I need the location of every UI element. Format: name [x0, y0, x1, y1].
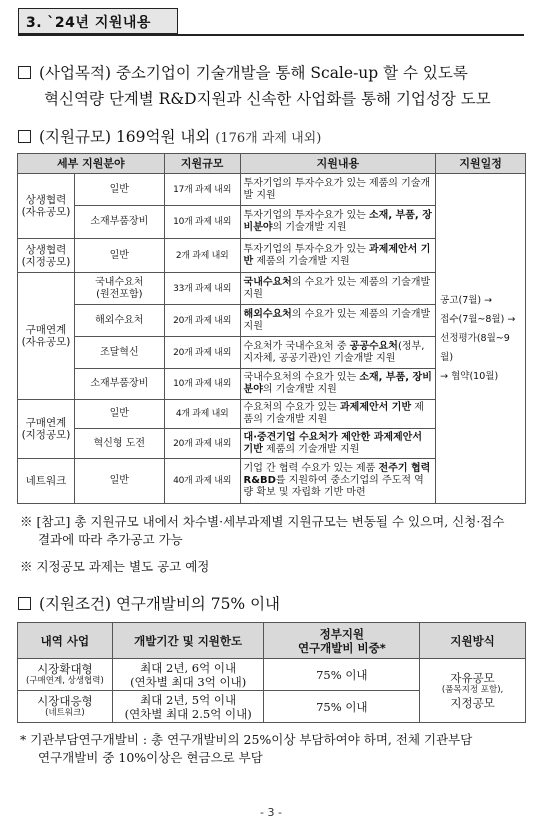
header-schedule: 지원일정: [436, 154, 526, 174]
conditions-label: (지원조건): [39, 595, 111, 613]
header-scale: 지원규모: [164, 154, 240, 174]
subfield-cell: 조달혁신: [74, 337, 164, 369]
scale-cell: 17개 과제 내외: [164, 174, 240, 206]
checkbox-bullet-icon: [18, 66, 31, 79]
content-cell: 투자기업의 투자수요가 있는 과제제안서 기반 제품의 기술개발 지원: [240, 239, 436, 273]
subfield-cell: 소재부품장비: [74, 206, 164, 239]
content-cell: 투자기업의 투자수요가 있는 소재, 부품, 장비분야의 기술개발 지원: [240, 206, 436, 239]
header-ratio: 정부지원 연구개발비 비중*: [264, 623, 420, 659]
scale-cell: 10개 과제 내외: [164, 206, 240, 239]
scale-cell: 2개 과제 내외: [164, 239, 240, 273]
page-number: - 3 -: [260, 806, 282, 819]
scale-cell: 40개 과제 내외: [164, 459, 240, 504]
program-cell: 시장대응형 (네트워크): [18, 691, 113, 723]
category-cell: 구매연계 (지정공모): [18, 400, 75, 459]
scale-line: [18, 124, 321, 152]
scale-label: (지원규모): [39, 128, 111, 146]
schedule-cell: [436, 174, 526, 504]
subfield-cell: 소재부품장비: [74, 369, 164, 400]
program-cell: 시장확대형 (구매연계, 상생협력): [18, 659, 113, 691]
content-cell: 기업 간 협력 수요가 있는 제품 전주기 협력 R&BD를 지원하여 중소기업의 주도적 역량 확보 및 자립화 기반 마련: [240, 459, 436, 504]
footnote-line1: * 기관부담연구개발비 : 총 연구개발비의 25%이상 부담하여야 하며, 전체 기관부담: [20, 732, 473, 747]
table-header-row: [18, 154, 526, 174]
note-designated: ※ 지정공모 과제는 별도 공고 예정: [20, 559, 210, 574]
header-method: 지원방식: [420, 623, 526, 659]
section-header: [18, 8, 178, 34]
schedule-step: → 협약(10월): [440, 371, 499, 382]
schedule-step: 선정평가(8월~9월): [440, 333, 510, 363]
table-header-row: [18, 623, 526, 659]
subfield-cell: 국내수요처 (원전포함): [74, 273, 164, 305]
ratio-cell: 75% 이내: [264, 691, 420, 723]
method-cell: 자유공모 (품목지정 포함), 지정공모: [420, 659, 526, 723]
footnote-line2: 연구개발비 중 10%이상은 현금으로 부담: [38, 750, 263, 765]
subfield-cell: 일반: [74, 239, 164, 273]
purpose-line2: 혁신역량 단계별 R&D지원과 신속한 사업화를 통해 기업성장 도모: [44, 90, 491, 108]
conditions-line: [18, 591, 280, 617]
scale-cell: 33개 과제 내외: [164, 273, 240, 305]
category-cell: 네트워크: [18, 459, 75, 504]
content-cell: 수요처의 수요가 있는 과제제안서 기반 제품의 기술개발 지원: [240, 400, 436, 429]
section-rule: [18, 34, 524, 36]
support-scale-table: [17, 153, 526, 504]
header-program: 내역 사업: [18, 623, 113, 659]
subfield-cell: 일반: [74, 174, 164, 206]
checkbox-bullet-icon: [18, 597, 31, 610]
header-field: 세부 지원분야: [18, 154, 165, 174]
purpose-line: [18, 60, 468, 86]
ratio-cell: 75% 이내: [264, 659, 420, 691]
category-cell: 상생협력 (지정공모): [18, 239, 75, 273]
conditions-table: [17, 622, 526, 723]
content-cell: 국내수요처의 수요가 있는 소재, 부품, 장비분야의 기술개발 지원: [240, 369, 436, 400]
table-row: [18, 659, 526, 691]
table-row: [18, 174, 526, 206]
header-content: 지원내용: [240, 154, 436, 174]
scale-cell: 10개 과제 내외: [164, 369, 240, 400]
schedule-step: 접수(7월~8월) →: [440, 314, 516, 325]
content-cell: 대·중견기업 수요처가 제안한 과제제안서 기반 제품의 기술개발 지원: [240, 429, 436, 459]
scale-cell: 20개 과제 내외: [164, 305, 240, 337]
scale-amount: 169억원 내외: [115, 128, 211, 146]
scale-cell: 20개 과제 내외: [164, 337, 240, 369]
purpose-text: 중소기업이 기술개발을 통해 Scale-up 할 수 있도록: [115, 64, 468, 82]
conditions-text: 연구개발비의 75% 이내: [115, 595, 281, 613]
period-cell: 최대 2년, 5억 이내 (연차별 최대 2.5억 이내): [112, 691, 264, 723]
scale-cell: 20개 과제 내외: [164, 429, 240, 459]
section-title: 3. `24년 지원내용: [26, 15, 151, 31]
checkbox-bullet-icon: [18, 130, 31, 143]
schedule-step: 공고(7월) →: [440, 295, 493, 306]
scale-detail: (176개 과제 내외): [215, 131, 322, 146]
content-cell: 수요처가 국내수요처 중 공공수요처(정부, 지자체, 공공기관)인 기술개발 지원: [240, 337, 436, 369]
note-reference: ※ [참고] 총 지원규모 내에서 차수별·세부과제별 지원규모는 변동될 수 있으며, 신청·접수: [20, 514, 505, 529]
subfield-cell: 일반: [74, 400, 164, 429]
subfield-cell: 일반: [74, 459, 164, 504]
content-cell: 해외수요처의 수요가 있는 제품의 기술개발 지원: [240, 305, 436, 337]
header-period: 개발기간 및 지원한도: [112, 623, 264, 659]
category-cell: 구매연계 (자유공모): [18, 273, 75, 400]
subfield-cell: 해외수요처: [74, 305, 164, 337]
scale-cell: 4개 과제 내외: [164, 400, 240, 429]
period-cell: 최대 2년, 6억 이내 (연차별 최대 3억 이내): [112, 659, 264, 691]
category-cell: 상생협력 (자유공모): [18, 174, 75, 239]
content-cell: 국내수요처의 수요가 있는 제품의 기술개발 지원: [240, 273, 436, 305]
purpose-label: (사업목적): [39, 64, 111, 82]
content-cell: 투자기업의 투자수요가 있는 제품의 기술개발 지원: [240, 174, 436, 206]
subfield-cell: 혁신형 도전: [74, 429, 164, 459]
note-reference-cont: 결과에 따라 추가공고 가능: [38, 532, 183, 547]
